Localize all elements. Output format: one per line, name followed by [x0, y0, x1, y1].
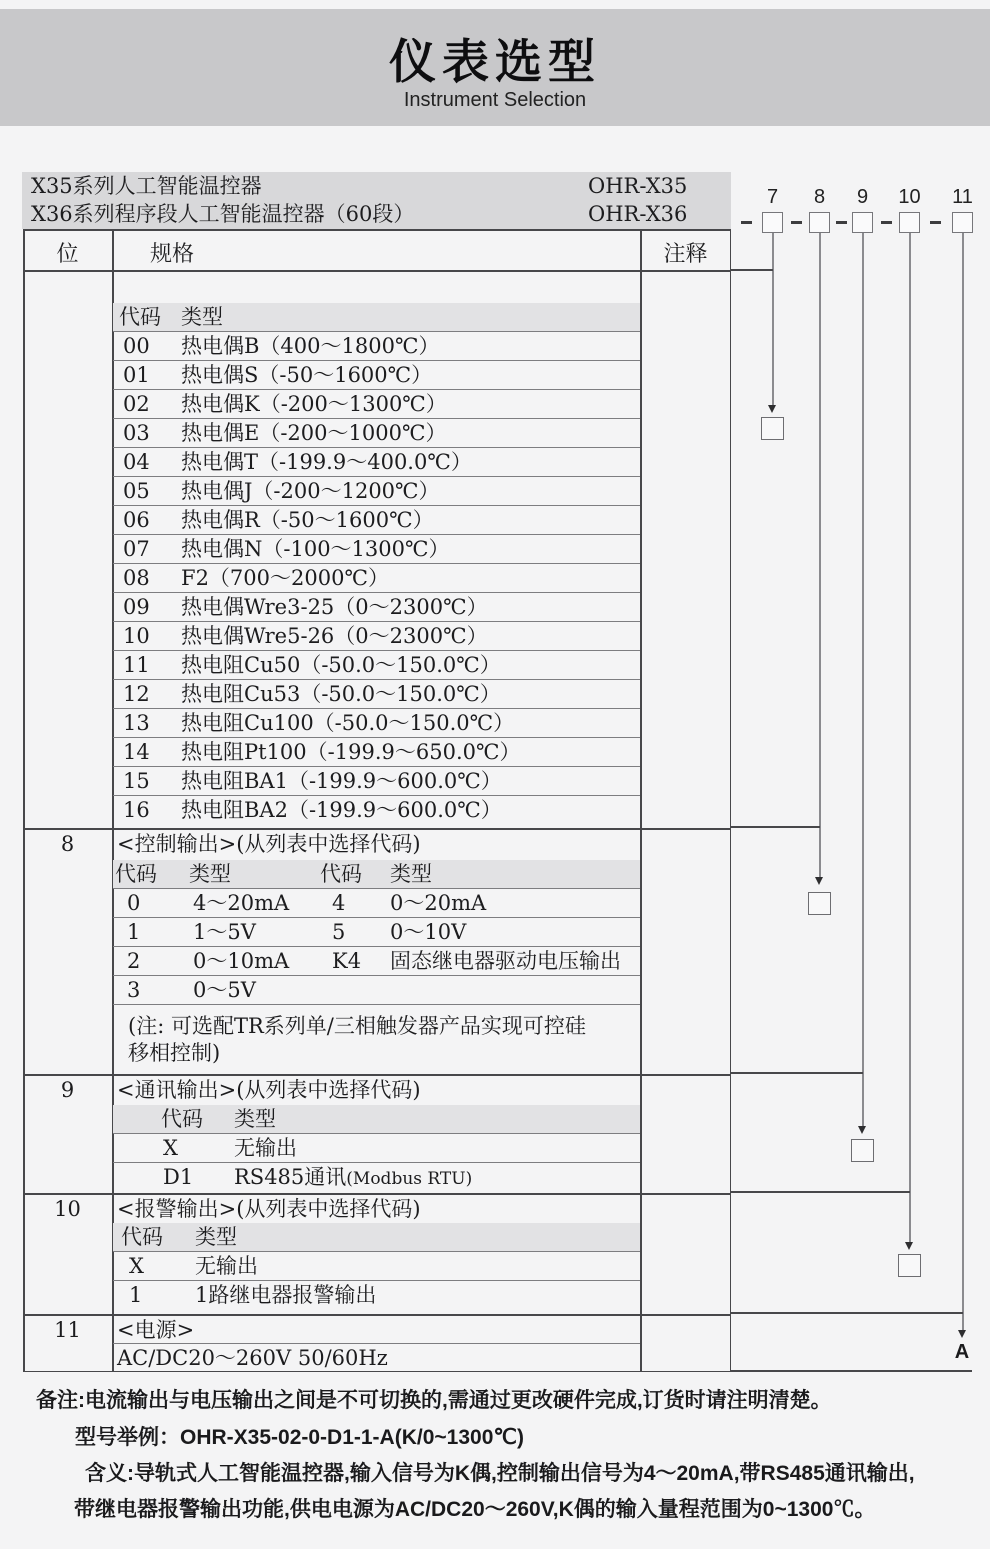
code-cell: 3 — [127, 978, 141, 1002]
code-row — [113, 767, 640, 796]
type-cell: 0～20mA — [390, 891, 487, 915]
type-cell: 1～5V — [193, 920, 256, 944]
header-type: 类型 — [390, 862, 432, 886]
type-cell: 4～20mA — [193, 891, 290, 915]
code-cell — [320, 976, 390, 1004]
code-row — [113, 918, 640, 947]
arrow-down-icon — [958, 1330, 966, 1338]
code-cell: K4 — [332, 949, 362, 973]
position-cell-9: 9 — [60, 1078, 75, 1102]
header-code: 代码 — [320, 862, 362, 886]
section-title: <通讯输出>(从列表中选择代码) — [117, 1078, 421, 1102]
code-box-8 — [809, 212, 830, 233]
dash-separator — [930, 221, 941, 224]
code-box-9 — [852, 212, 873, 233]
section-title: <报警输出>(从列表中选择代码) — [117, 1197, 421, 1221]
section-communication-output — [113, 1076, 640, 1192]
power-code-letter: A — [954, 1341, 970, 1363]
type-cell — [390, 976, 640, 1004]
code-cell: 06 — [123, 508, 150, 532]
type-cell: 1路继电器报警输出 — [195, 1283, 377, 1307]
product-banner — [22, 172, 731, 229]
code-cell: 08 — [123, 566, 150, 590]
arrow-down-icon — [768, 405, 776, 413]
header-type: 类型 — [234, 1107, 276, 1131]
connector-line-10 — [909, 233, 911, 1243]
type-cell: 热电偶T（-199.9～400.0℃） — [181, 450, 472, 474]
table-line — [731, 826, 820, 828]
code-row — [113, 1281, 640, 1310]
product-model: OHR-X36 — [588, 202, 688, 226]
code-cell: 00 — [123, 334, 150, 358]
footer-model-example: 型号举例：OHR-X35-02-0-D1-1-A(K/0~1300℃) — [75, 1426, 524, 1449]
dash-separator — [836, 221, 847, 224]
type-cell: 热电偶S（-50～1600℃） — [181, 363, 433, 387]
product-model: OHR-X35 — [588, 174, 688, 198]
code-cell: 16 — [123, 798, 150, 822]
type-cell: 热电偶N（-100～1300℃） — [181, 537, 450, 561]
column-header-spec: 规格 — [150, 242, 195, 267]
code-row — [113, 448, 640, 477]
position-cell-11: 11 — [54, 1318, 81, 1342]
code-cell: 2 — [127, 949, 141, 973]
type-cell: 热电偶Wre5-26（0～2300℃） — [181, 624, 488, 648]
table-line — [730, 229, 732, 1372]
connector-line-9 — [862, 233, 864, 1127]
code-row — [113, 738, 640, 767]
code-row — [113, 680, 640, 709]
section-note — [113, 1013, 640, 1067]
connector-line-8 — [819, 233, 821, 878]
table-line — [640, 229, 642, 1372]
code-box-10 — [899, 212, 920, 233]
product-row — [22, 172, 731, 200]
code-cell: 14 — [123, 740, 150, 764]
code-cell: 1 — [127, 920, 141, 944]
table-line — [731, 269, 773, 271]
type-cell: 热电阻Pt100（-199.9～650.0℃） — [181, 740, 521, 764]
code-box-11 — [952, 212, 973, 233]
position-number-9: 9 — [856, 186, 869, 208]
header-code: 代码 — [119, 305, 161, 329]
position-number-10: 10 — [898, 186, 921, 208]
arrow-down-icon — [905, 1242, 913, 1250]
code-sample-box-8 — [808, 892, 831, 915]
type-cell: 热电偶B（400～1800℃） — [181, 334, 440, 358]
type-cell: 热电偶K（-200～1300℃） — [181, 392, 447, 416]
code-row — [113, 419, 640, 448]
type-cell: 0～10mA — [193, 949, 290, 973]
code-row — [113, 477, 640, 506]
position-number-7: 7 — [766, 186, 779, 208]
spec-table — [23, 229, 731, 1372]
code-box-7 — [762, 212, 783, 233]
code-row — [113, 1134, 640, 1163]
product-name: X36系列程序段人工智能温控器（60段） — [31, 202, 415, 226]
type-cell: 热电阻BA1（-199.9～600.0℃） — [181, 769, 502, 793]
header-type: 类型 — [195, 1225, 237, 1249]
dash-separator — [791, 221, 802, 224]
table-line — [731, 1072, 863, 1074]
header-bar — [0, 9, 990, 126]
code-row — [113, 651, 640, 680]
type-cell: 0～10V — [390, 920, 467, 944]
connector-line-11 — [962, 233, 964, 1331]
product-name: X35系列人工智能温控器 — [31, 174, 262, 198]
page-subtitle: Instrument Selection — [403, 89, 587, 111]
type-cell — [234, 1163, 640, 1192]
code-cell: 15 — [123, 769, 150, 793]
product-row — [22, 200, 731, 228]
code-row — [113, 709, 640, 738]
footer-meaning-line2: 带继电器报警输出功能,供电电源为AC/DC20～260V,K偶的输入量程范围为0~1300℃。 — [74, 1498, 876, 1521]
code-row — [113, 1163, 640, 1192]
code-cell: 1 — [129, 1283, 143, 1307]
connector-line-7 — [772, 233, 774, 406]
type-cell: 热电阻BA2（-199.9～600.0℃） — [181, 798, 502, 822]
type-cell: 热电阻Cu53（-50.0～150.0℃） — [181, 682, 501, 706]
type-cell: F2（700～2000℃） — [181, 566, 389, 590]
page-title: 仪表选型 — [389, 35, 601, 88]
type-cell: 热电阻Cu50（-50.0～150.0℃） — [181, 653, 501, 677]
arrow-down-icon — [858, 1126, 866, 1134]
type-cell: 热电偶R（-50～1600℃） — [181, 508, 434, 532]
code-cell: D1 — [163, 1165, 194, 1189]
code-cell: 02 — [123, 392, 150, 416]
code-sample-box-10 — [898, 1254, 921, 1277]
code-cell: 4 — [332, 891, 346, 915]
note-line: 移相控制) — [128, 1041, 221, 1065]
code-row — [113, 564, 640, 593]
type-cell — [234, 1134, 640, 1162]
section-title: <电源> — [113, 1316, 640, 1344]
code-row — [113, 622, 640, 651]
code-cell: 11 — [123, 653, 150, 677]
spacer — [113, 272, 640, 303]
section-alarm-output — [113, 1195, 640, 1310]
header-type: 类型 — [181, 305, 223, 329]
footer-meaning-line1: 含义:导轨式人工智能温控器,输入信号为K偶,控制输出信号为4～20mA,带RS485通讯输出, — [85, 1462, 915, 1485]
section-title: <控制输出>(从列表中选择代码) — [117, 832, 421, 856]
position-cell-10: 10 — [54, 1197, 81, 1221]
code-cell: 03 — [123, 421, 150, 445]
type-cell: 无输出 — [195, 1254, 258, 1278]
dash-separator — [881, 221, 892, 224]
table-line — [23, 229, 731, 231]
arrow-down-icon — [815, 877, 823, 885]
header-code: 代码 — [115, 862, 157, 886]
code-cell: X — [163, 1136, 178, 1160]
code-cell: 07 — [123, 537, 150, 561]
footer-remark: 备注:电流输出与电压输出之间是不可切换的,需通过更改硬件完成,订货时请注明清楚。 — [36, 1389, 832, 1412]
section-control-output — [113, 829, 640, 1067]
code-cell: 10 — [123, 624, 150, 648]
dash-separator — [741, 221, 752, 224]
position-cell-8: 8 — [60, 832, 75, 856]
type-cell: 热电偶E（-200～1000℃） — [181, 421, 447, 445]
column-header-position: 位 — [56, 242, 79, 267]
code-row — [113, 361, 640, 390]
power-value: AC/DC20～260V 50/60Hz — [117, 1346, 388, 1370]
code-row — [113, 593, 640, 622]
code-cell: 01 — [123, 363, 150, 387]
header-code: 代码 — [121, 1225, 163, 1249]
code-cell: X — [129, 1254, 144, 1278]
type-cell: 热电偶J（-200～1200℃） — [181, 479, 440, 503]
type-cell: 热电阻Cu100（-50.0～150.0℃） — [181, 711, 515, 735]
code-table-header — [113, 1223, 640, 1252]
type-cell: 0～5V — [193, 978, 256, 1002]
code-cell: 0 — [127, 891, 141, 915]
code-row — [113, 535, 640, 564]
code-row — [113, 889, 640, 918]
type-cell: 热电偶Wre3-25（0～2300℃） — [181, 595, 488, 619]
type-suffix: (Modbus RTU) — [346, 1169, 473, 1189]
code-row — [113, 796, 640, 825]
code-cell: 13 — [123, 711, 150, 735]
code-row — [113, 332, 640, 361]
header-code: 代码 — [161, 1107, 203, 1131]
type-text: RS485通讯 — [234, 1165, 347, 1189]
code-row — [113, 506, 640, 535]
type-cell: 固态继电器驱动电压输出 — [390, 949, 621, 973]
table-line — [731, 1370, 972, 1372]
position-number-11: 11 — [952, 186, 973, 208]
code-table-header — [113, 303, 640, 332]
note-line: (注: 可选配TR系列单/三相触发器产品实现可控硅 — [128, 1014, 586, 1038]
code-row — [113, 1252, 640, 1281]
section-power-supply — [113, 1316, 640, 1372]
table-line — [731, 1191, 910, 1193]
code-cell: 05 — [123, 479, 150, 503]
code-row — [113, 947, 640, 976]
type-text: 无输出 — [234, 1136, 297, 1160]
code-table-header — [113, 1105, 640, 1134]
column-header-note: 注释 — [663, 242, 708, 267]
code-cell: 04 — [123, 450, 150, 474]
code-sample-box-7 — [761, 417, 784, 440]
section-input-codes — [113, 272, 640, 825]
code-row — [113, 390, 640, 419]
code-sample-box-9 — [851, 1139, 874, 1162]
code-row — [113, 976, 640, 1005]
position-number-8: 8 — [813, 186, 826, 208]
table-line — [731, 1312, 963, 1314]
header-type: 类型 — [189, 862, 231, 886]
code-table-header — [113, 860, 640, 889]
code-cell: 09 — [123, 595, 150, 619]
code-cell: 12 — [123, 682, 150, 706]
code-cell: 5 — [332, 920, 346, 944]
